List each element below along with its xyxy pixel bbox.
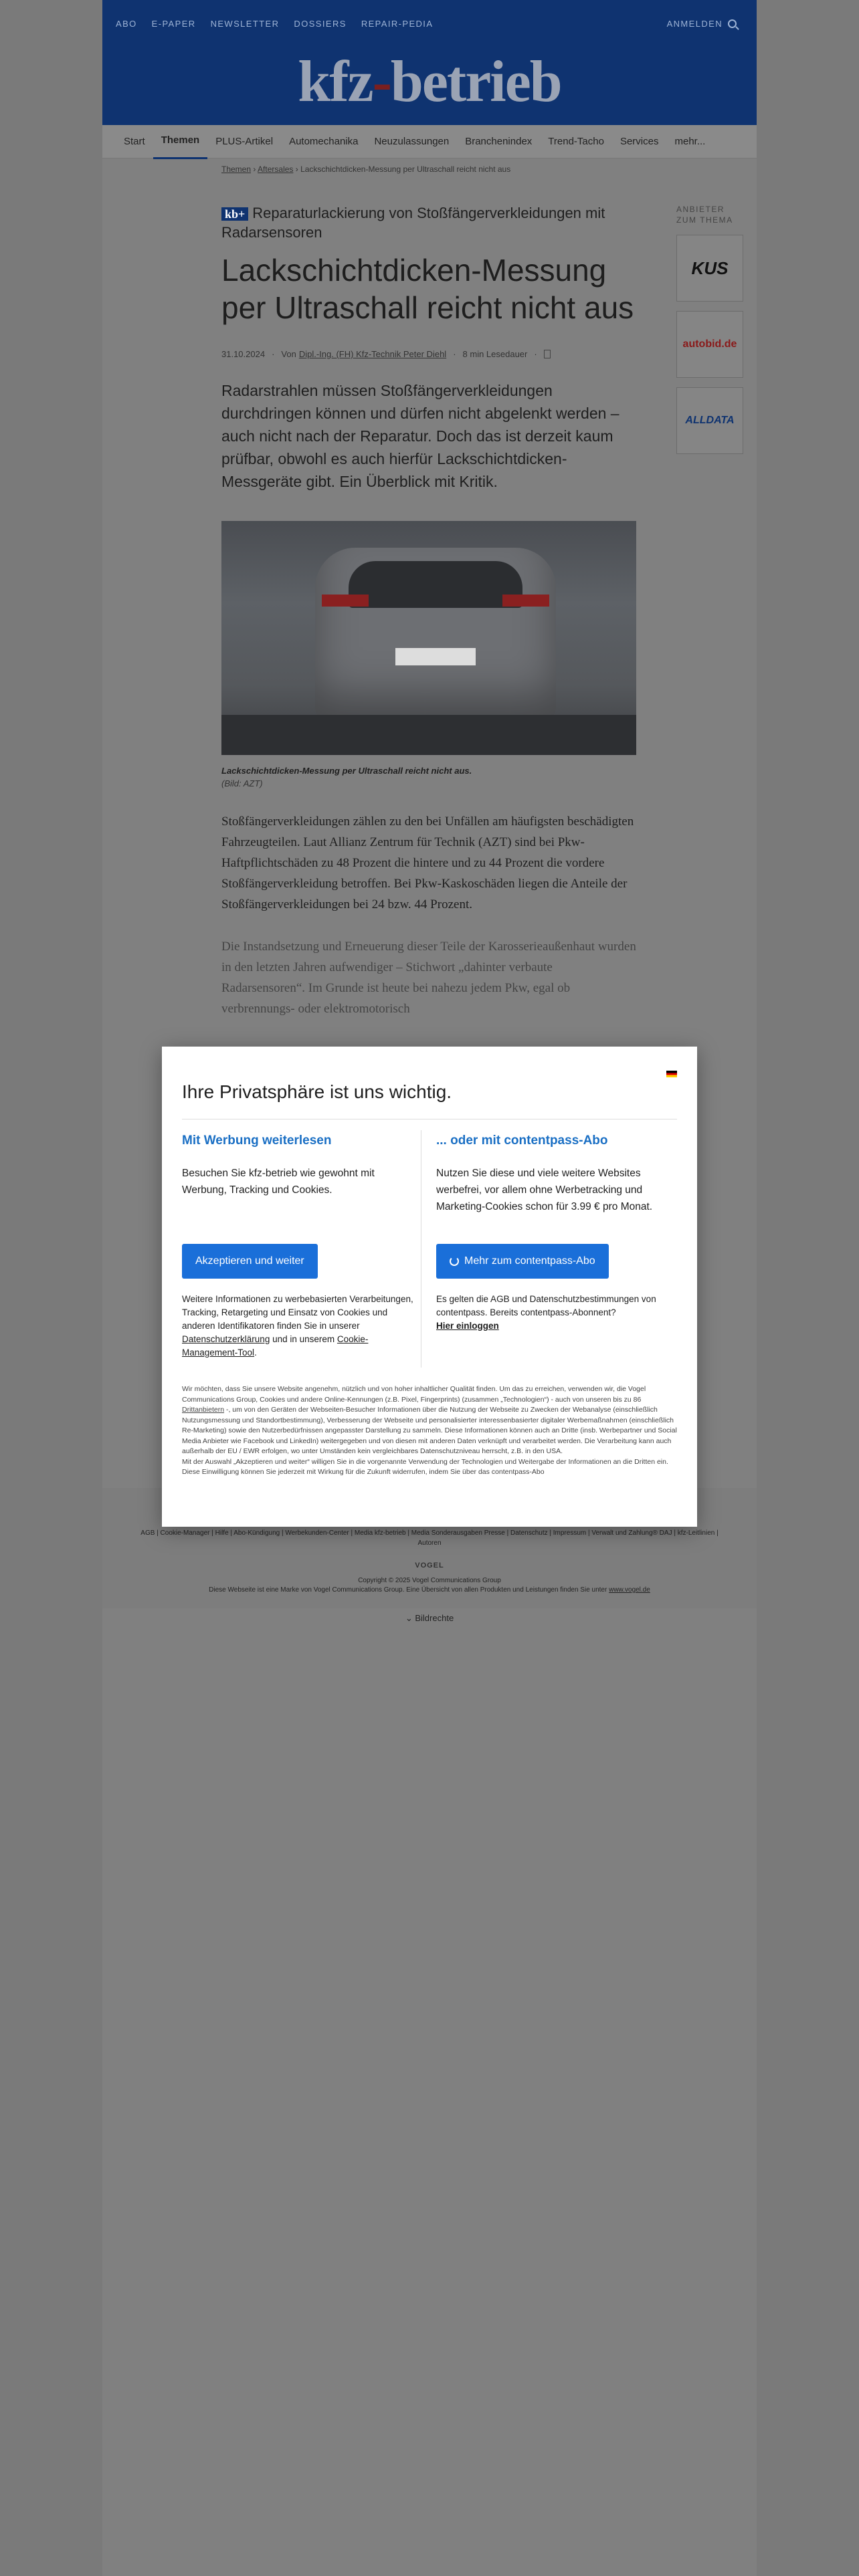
breadcrumb-current: Lackschichtdicken-Messung per Ultraschall reicht nicht aus [300,165,511,174]
logo-betrieb: betrieb [390,49,561,114]
topnav-repair-pedia[interactable]: REPAIR-PEDIA [361,19,434,29]
vendor-autobid-logo: autobid.de [682,338,737,350]
vendor-kus[interactable] [676,235,743,302]
author-link[interactable]: Dipl.-Ing. (FH) Kfz-Technik Peter Diehl [298,349,447,359]
ads-heading: Mit Werbung weiterlesen [182,1134,332,1148]
car-illustration [315,548,556,722]
chevron-down-icon: ⌄ [405,1613,413,1623]
contentpass-button[interactable] [436,1244,609,1279]
sidebar-label: ANBIETER [676,205,725,214]
nav-plus-artikel[interactable]: PLUS-Artikel [215,135,274,147]
consent-dialog [162,1047,697,1527]
legal-text: Wir möchten, dass Sie unsere Website angenehm, nützlich und von hoher inhaltlicher Qualität finden. Um das zu erreichen, verwenden wir, die Vogel Communications Group, Cookies und andere Online-Kennungen (z.B. Pixel, Fingerprints) (zusammen „Technologien“) - auch von unseren bis zu 86 [182,1385,646,1404]
meta-separator: · [272,349,275,359]
car-plate [395,648,476,665]
copyright-line: Copyright © 2025 Vogel Communications Group [358,1577,501,1584]
privacy-policy-link[interactable]: Datenschutzerklärung [182,1334,270,1344]
vendor-autobid[interactable] [676,311,743,378]
kicker-text: Reparaturlackierung von Stoßfängerverkleidungen mit Radarsensoren [221,205,605,241]
contentpass-icon [450,1257,459,1266]
vendor-alldata-logo: ALLDATA [685,415,735,426]
vogel-logo[interactable]: VOGEL [415,1562,444,1570]
author-prefix: Von [281,349,296,359]
article-kicker [221,204,636,242]
consent-title: Ihre Privatsphäre ist uns wichtig. [182,1081,452,1102]
consent-legal-text [182,1384,677,1478]
hero-image[interactable] [221,521,636,755]
legal-paragraph [182,1384,677,1457]
breadcrumb-aftersales[interactable]: Aftersales [258,165,294,174]
ads-small-text: Weitere Informationen zu werbebasierten Verarbeitungen, Tracking, Retargeting und Einsatz von Cookies und anderen Identifikatoren finden Sie in unserer [182,1294,413,1331]
contentpass-small-print [436,1293,670,1333]
car-window [349,561,522,608]
read-time: 8 min Lesedauer [462,349,528,359]
login-area [667,19,737,29]
image-caption: Lackschichtdicken-Messung per Ultraschall reicht nicht aus. [221,766,472,776]
article-headline: Lackschichtdicken-Messung per Ultraschall reicht nicht aus [221,253,634,325]
contentpass-login-link[interactable]: Hier einloggen [436,1321,499,1331]
logo-kfz: kfz [298,49,373,114]
cookie-tool-link[interactable]: Cookie-Management-Tool [182,1334,369,1358]
main-nav [102,125,757,158]
vogel-link[interactable]: www.vogel.de [609,1586,650,1594]
copyright-text: Diese Webseite ist eine Marke von Vogel Communications Group. Eine Übersicht von allen Produkten und Leistungen finden Sie unter [209,1586,609,1594]
article-paragraph: Stoßfängerverkleidungen zählen zu den bei Unfällen am häufigsten beschädigten Fahrzeugteilen. Laut Allianz Zentrum für Technik (AZT) sind bei Pkw-Haftpflichtschäden zu 48 Prozent die hintere und zu 44 Prozent die vordere Stoßfängerverkleidung betroffen. Bei Pkw-Kaskoschäden liegen die Anteile der Stoßfängerverkleidungen bei 24 bzw. 44 Prozent. [221,815,634,911]
legal-paragraph: Mit der Auswahl „Akzeptieren und weiter“ willigen Sie in die vorgenannte Verwendung der Technologien und Weitergabe der Informationen an die Dritten ein. Diese Einwilligung können Sie jederzeit mit Wirkung für die Zukunft widerrufen, indem Sie über das contentpass-Abo [182,1457,668,1476]
topnav-abo[interactable]: ABO [116,19,137,29]
consent-option-ads [182,1134,416,1198]
contentpass-small-text: Es gelten die AGB und Datenschutzbestimmungen von contentpass. Bereits contentpass-Abonnent? [436,1294,656,1317]
breadcrumb-separator: › [293,165,301,174]
nav-branchenindex[interactable]: Branchenindex [465,135,533,147]
vendor-sidebar [676,204,743,454]
nav-services[interactable]: Services [619,135,659,147]
nav-themen[interactable]: Themen [153,124,208,159]
vendor-alldata[interactable] [676,387,743,454]
third-party-link[interactable]: Drittanbietern [182,1406,225,1414]
logo-dash: - [372,49,391,114]
ads-small-text: . [254,1348,257,1358]
article [221,204,636,1019]
image-credit: (Bild: AZT) [221,778,263,788]
article-meta [221,349,636,359]
bildrechte-label: Bildrechte [415,1613,454,1623]
nav-start[interactable]: Start [124,135,145,147]
site-header [102,0,757,125]
breadcrumb [221,165,510,174]
article-lead: Radarstrahlen müssen Stoßfängerverkleidungen durchdringen können und dürfen nicht abgelenkt werden – auch nicht nach der Reparatur. Doch das ist derzeit kaum prüfbar, obwohl es auch hierfür Lackschichtdicken-Messgeräte gibt. Ein Überblick mit Kritik. [221,382,619,490]
lift-platform [221,715,636,755]
site-logo[interactable] [102,48,757,116]
bookmark-icon[interactable] [544,350,551,358]
topnav-epaper[interactable]: E-PAPER [151,19,196,29]
plus-badge: kb+ [221,207,248,221]
car-taillight-left [322,595,369,607]
topnav-dossiers[interactable]: DOSSIERS [294,19,347,29]
breadcrumb-separator: › [251,165,258,174]
nav-neuzulassungen[interactable]: Neuzulassungen [374,135,450,147]
search-icon[interactable] [728,19,737,28]
footer-links[interactable]: AGB | Cookie-Manager | Hilfe | Abo-Kündigung | Werbekunden-Center | Media kfz-betrieb | Media Sonderausgaben Presse | Datenschutz | Impressum | Verwalt und Zahlung® DAJ | kfz-Leitlinien | Autoren [140,1529,719,1547]
vendor-kus-logo: KUS [691,257,729,278]
topnav-newsletter[interactable]: NEWSLETTER [210,19,280,29]
copyright-line-2 [102,1586,757,1595]
nav-automechanika[interactable]: Automechanika [289,135,359,147]
consent-option-contentpass [436,1134,670,1215]
ads-small-text: und in unserem [270,1334,337,1344]
login-link[interactable]: ANMELDEN [666,19,723,29]
breadcrumb-themen[interactable]: Themen [221,165,252,174]
meta-separator: · [534,349,537,359]
ads-text: Besuchen Sie kfz-betrieb wie gewohnt mit Werbung, Tracking und Cookies. [182,1168,375,1196]
accept-button-label: Akzeptieren und weiter [195,1255,304,1267]
contentpass-heading: ... oder mit contentpass-Abo [436,1134,608,1148]
ads-small-print [182,1293,416,1360]
nav-trend-tacho[interactable]: Trend-Tacho [548,135,604,147]
accept-button[interactable] [182,1244,318,1279]
contentpass-button-label: Mehr zum contentpass-Abo [464,1255,595,1267]
contentpass-text: Nutzen Sie diese und viele weitere Websites werbefrei, vor allem ohne Werbetracking und Marketing-Cookies schon für 3.99 € pro Monat. [436,1168,653,1212]
article-paragraph-faded: Die Instandsetzung und Erneuerung dieser Teile der Karosserieaußenhaut wurden in den letzten Jahren aufwendiger – Stichwort „dahinter verbaute Radarsensoren“. Im Grunde ist heute bei nahezu jedem Pkw, egal ob verbrennungs- oder elektromotorisch [221,940,636,1016]
nav-mehr[interactable]: mehr... [674,135,706,147]
sidebar-label: ZUM THEMA [676,215,733,225]
german-flag-icon[interactable] [666,1071,677,1077]
car-taillight-right [502,595,549,607]
copyright [102,1576,757,1595]
top-nav [116,19,433,29]
bildrechte-toggle[interactable] [0,1613,859,1624]
meta-separator: · [453,349,456,359]
legal-text: -, um von den Geräten der Webseiten-Besucher Informationen über die Nutzung der Webseite zu Zwecken der Webanalyse (einschließlich Nutzungsmessung und Standortbestimmung), Verbesserung der Webseite und personalisierter interessenbasierter digitaler Werbemaßnahmen (einschließlich Re-Marketing) sowie den Nutzerbedürfnissen angepasster Darstellung zu sammeln. Diese Informationen können auch an Dritte (insb. Werbepartner und Social Media Anbieter wie Facebook und LinkedIn) weitergegeben und von diesen mit anderen Daten verknüpft und verarbeitet werden. Die Verarbeitung kann auch außerhalb der EU / EWR erfolgen, wo unter Umständen kein vergleichbares Datenschutzniveau herrscht, z.B. in den USA. [182,1406,677,1455]
article-date: 31.10.2024 [221,349,266,359]
